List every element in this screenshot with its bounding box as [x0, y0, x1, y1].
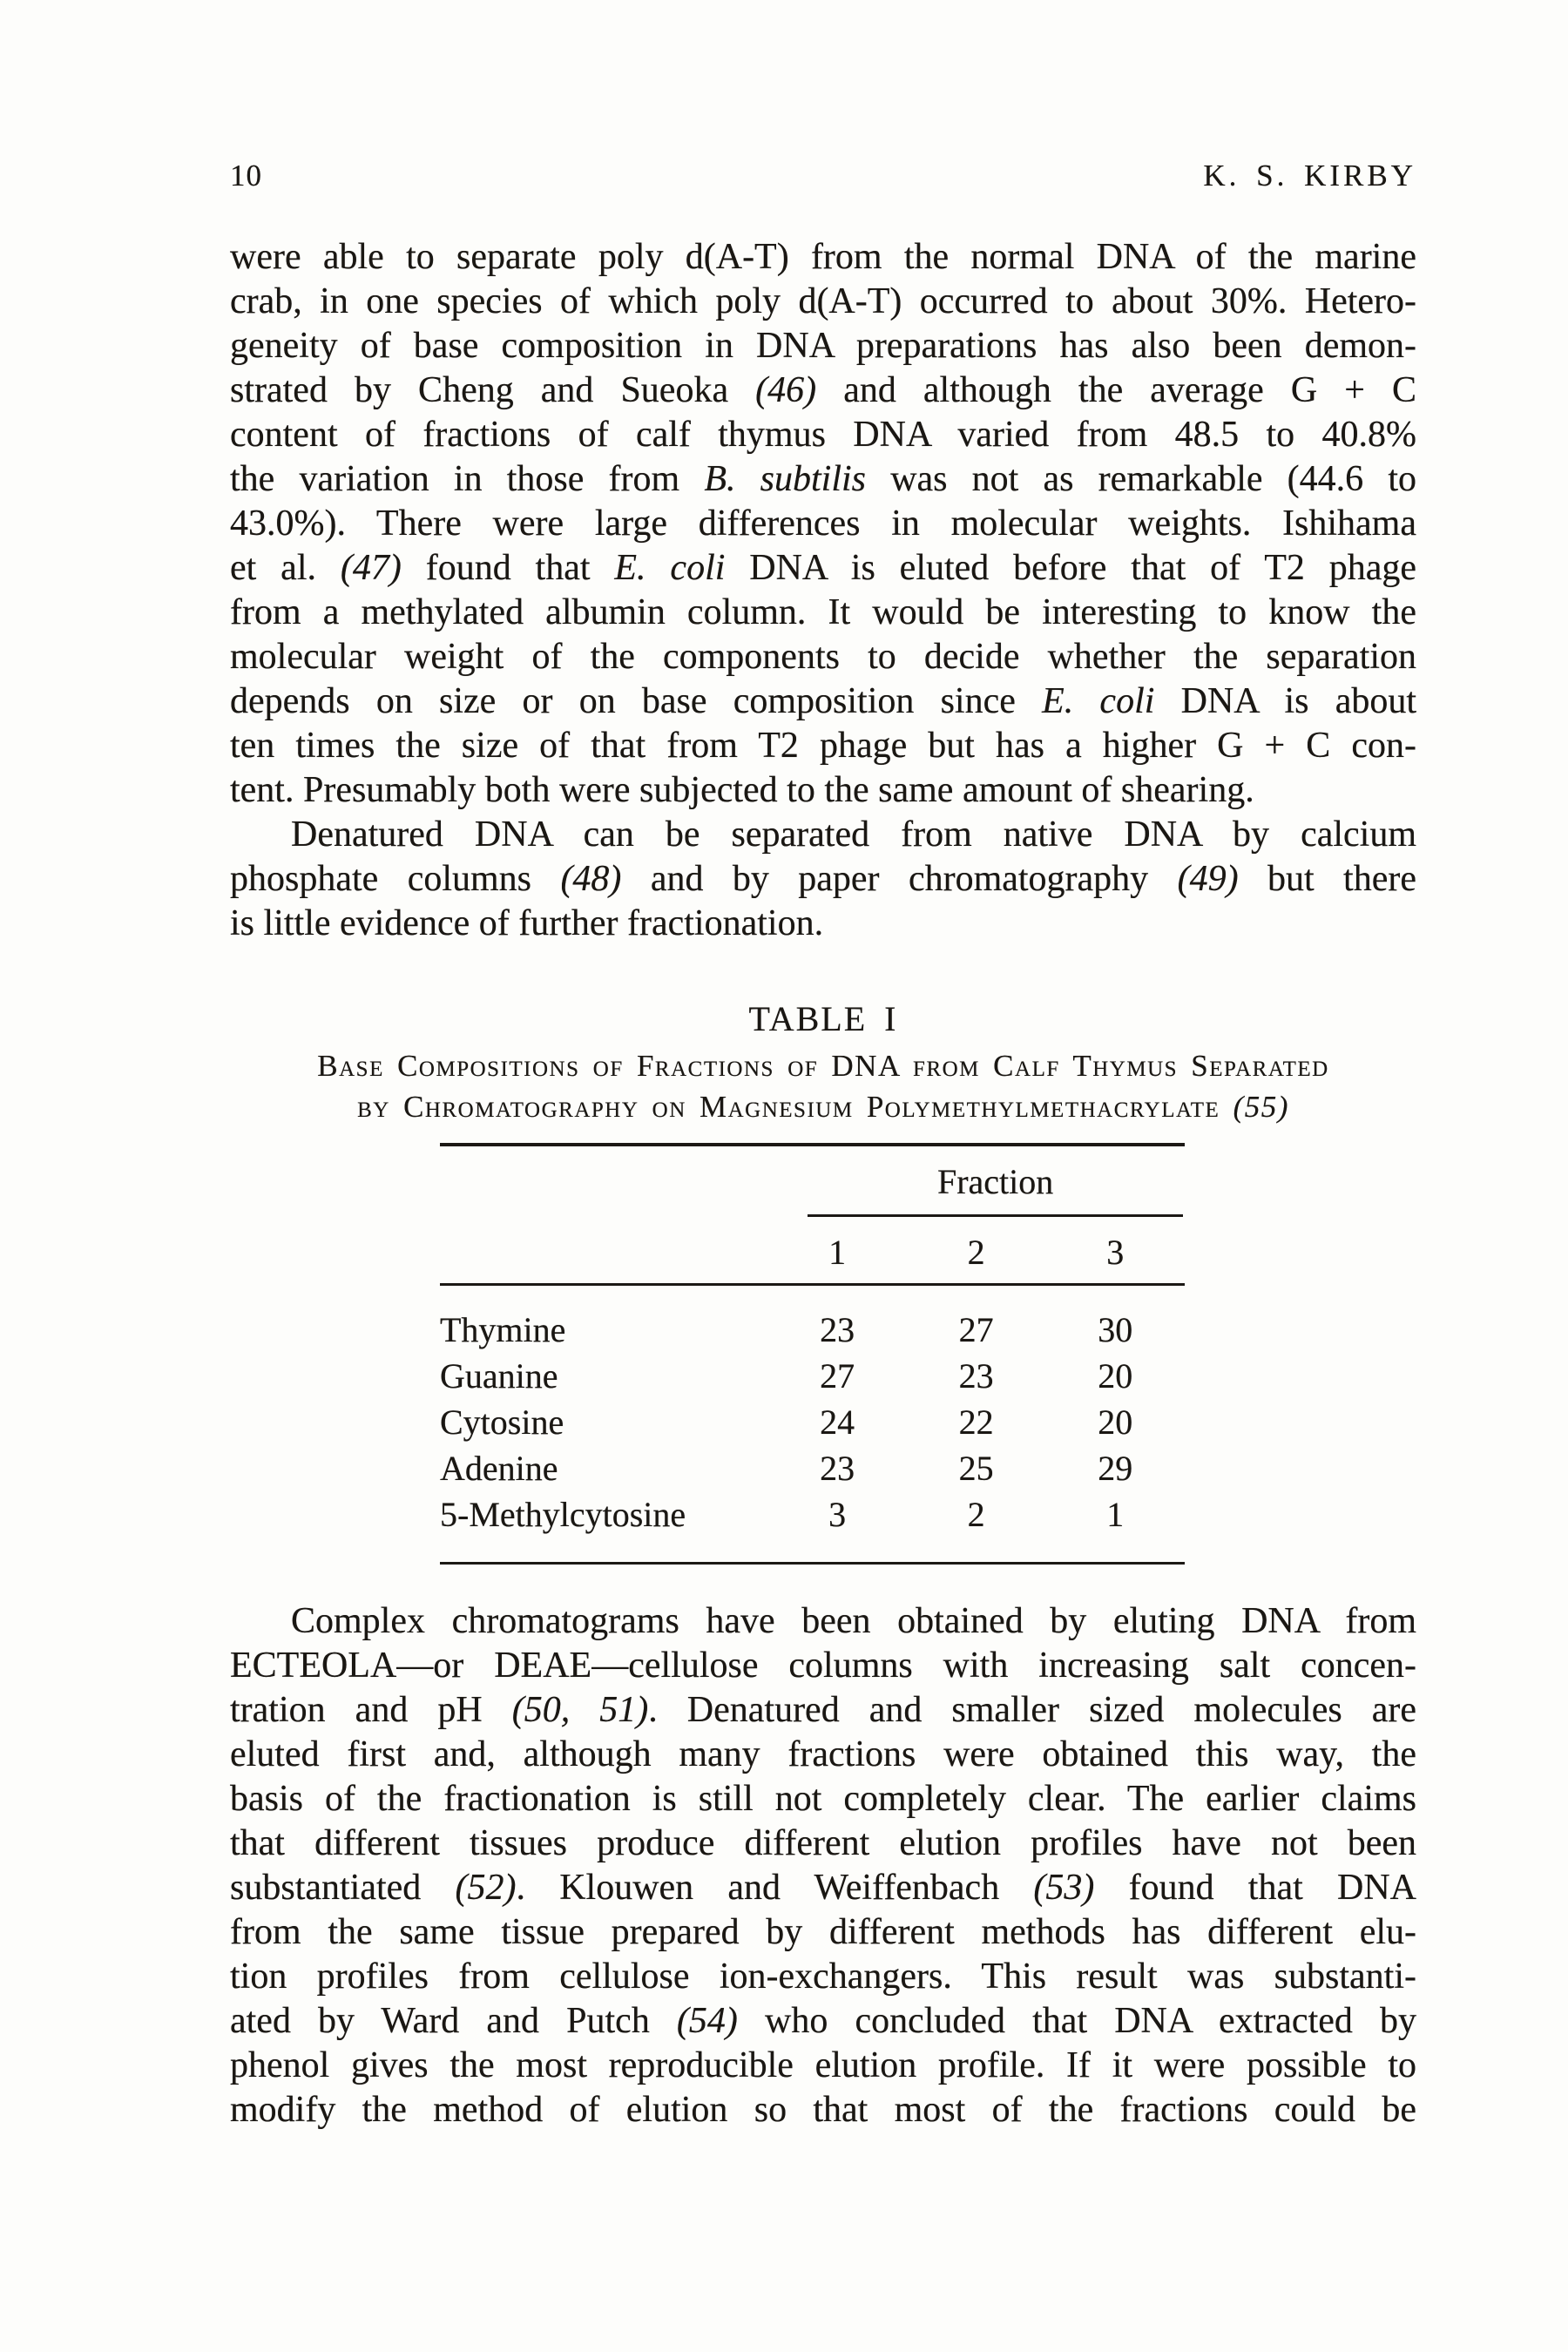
table-value: 20	[1098, 1402, 1133, 1442]
text-run: content of fractions of calf thymus DNA varied from 48.5 to 40.8%	[230, 415, 1416, 455]
text-run: et al.	[230, 548, 341, 588]
text-run: who concluded that DNA extracted by	[737, 2001, 1416, 2041]
text-line	[230, 857, 1416, 902]
text-line	[230, 1599, 1416, 1644]
text-line	[230, 679, 1416, 724]
text-run: modify the method of elution so that most of the fractions could be	[230, 2090, 1416, 2130]
spanner-row	[440, 1145, 1185, 1217]
text-run: depends on size or on base composition since	[230, 681, 1043, 721]
row-label: Thymine	[440, 1310, 566, 1349]
table-value: 25	[958, 1449, 994, 1488]
text-run: were able to separate poly d(A-T) from the normal DNA of the marine	[230, 237, 1416, 277]
table-value: 27	[820, 1356, 855, 1396]
text-run: ated by Ward and Putch	[230, 2001, 677, 2041]
text-line	[230, 1045, 1416, 1086]
row-label: Adenine	[440, 1449, 558, 1488]
text-run: DNA is eluted before that of T2 phage	[725, 548, 1417, 588]
text-run: Base Compositions of Fractions of DNA from Calf Thymus Separated	[317, 1049, 1329, 1083]
italic-text-run: (49)	[1177, 859, 1239, 899]
column-header-1: 1	[767, 1217, 907, 1285]
italic-text-run: E. coli	[614, 548, 726, 588]
column-header-3: 3	[1045, 1217, 1185, 1285]
text-run: from the same tissue prepared by different methods has different elu-	[230, 1912, 1416, 1952]
italic-text-run: (55)	[1233, 1090, 1289, 1124]
table-value: 2	[967, 1495, 985, 1534]
italic-text-run: (52)	[455, 1868, 517, 1908]
text-run: geneity of base composition in DNA preparations has also been demon-	[230, 326, 1416, 366]
text-line	[230, 724, 1416, 768]
text-run: eluted first and, although many fractions were obtained this way, the	[230, 1734, 1416, 1774]
running-head-author: K. S. KIRBY	[1203, 159, 1416, 193]
table-value: 20	[1098, 1356, 1133, 1396]
italic-text-run: (54)	[676, 2001, 738, 2041]
spanner-stub-cell	[440, 1145, 767, 1217]
italic-text-run: B. subtilis	[704, 459, 867, 499]
text-run: and by paper chromatography	[621, 859, 1178, 899]
text-run: found that DNA	[1094, 1868, 1416, 1908]
column-header-row	[440, 1217, 1185, 1285]
text-run: found that	[401, 548, 615, 588]
table-value: 27	[958, 1310, 994, 1349]
text-run: by Chromatography on Magnesium Polymethylmethacrylate	[357, 1090, 1233, 1124]
text-run: basis of the fractionation is still not completely clear. The earlier claims	[230, 1779, 1416, 1819]
text-run: ECTEOLA—or DEAE—cellulose columns with increasing salt concen-	[230, 1646, 1416, 1686]
text-line	[230, 768, 1416, 813]
text-run: is little evidence of further fractionation.	[230, 903, 824, 943]
fraction-spanner-label: Fraction	[808, 1160, 1183, 1217]
text-run: crab, in one species of which poly d(A-T) occurred to about 30%. Hetero-	[230, 281, 1416, 321]
text-run: phenol gives the most reproducible elution profile. If it were possible to	[230, 2045, 1416, 2085]
text-run: tent. Presumably both were subjected to the same amount of shearing.	[230, 770, 1254, 810]
table-value: 23	[958, 1356, 994, 1396]
table-value: 29	[1098, 1449, 1133, 1488]
text-line	[230, 502, 1416, 546]
text-run: 43.0%). There were large differences in molecular weights. Ishihama	[230, 504, 1416, 544]
table-row	[440, 1285, 1185, 1354]
italic-text-run: (53)	[1033, 1868, 1095, 1908]
text-line	[230, 280, 1416, 324]
row-label: Guanine	[440, 1356, 558, 1396]
table-value: 22	[958, 1402, 994, 1442]
table-row	[440, 1445, 1185, 1491]
text-run: that different tissues produce different elution profiles have not been	[230, 1823, 1416, 1863]
text-run: from a methylated albumin column. It would be interesting to know the	[230, 592, 1416, 632]
table-title: TABLE I	[748, 999, 898, 1038]
text-line	[230, 902, 1416, 946]
table-value: 30	[1098, 1310, 1133, 1349]
text-run: Denatured DNA can be separated from native DNA by calcium	[291, 814, 1416, 855]
italic-text-run: (50, 51)	[511, 1690, 649, 1730]
text-line	[230, 1910, 1416, 1955]
text-line	[230, 1866, 1416, 1910]
text-line	[230, 813, 1416, 857]
text-run: molecular weight of the components to decide whether the separation	[230, 637, 1416, 677]
text-run: tration and pH	[230, 1690, 512, 1730]
column-header-2: 2	[907, 1217, 1046, 1285]
text-line	[230, 235, 1416, 280]
body-paragraphs-top	[230, 235, 1416, 946]
table-value: 24	[820, 1402, 855, 1442]
table-row	[440, 1399, 1185, 1445]
table-value: 23	[820, 1310, 855, 1349]
spanner-cell	[767, 1145, 1185, 1217]
table-row	[440, 1353, 1185, 1399]
text-line	[230, 1821, 1416, 1866]
italic-text-run: (47)	[340, 548, 402, 588]
column-header-stub	[440, 1217, 767, 1285]
text-line	[230, 1955, 1416, 1999]
text-line	[230, 1777, 1416, 1821]
text-run: but there	[1238, 859, 1416, 899]
table-body	[440, 1285, 1185, 1564]
text-line	[230, 1644, 1416, 1688]
text-run: DNA is about	[1154, 681, 1417, 721]
text-line	[230, 1688, 1416, 1733]
table-caption	[230, 1045, 1416, 1127]
base-composition-table	[440, 1143, 1185, 1565]
text-run: phosphate columns	[230, 859, 561, 899]
table-value: 1	[1106, 1495, 1125, 1534]
table-value: 3	[828, 1495, 847, 1534]
text-line	[230, 2088, 1416, 2132]
text-run: tion profiles from cellulose ion-exchangers. This result was substanti-	[230, 1957, 1416, 1997]
text-run: strated by Cheng and Sueoka	[230, 370, 756, 410]
body-paragraphs-bottom	[230, 1599, 1416, 2132]
table-row	[440, 1491, 1185, 1564]
row-label: 5-Methylcytosine	[440, 1495, 686, 1534]
text-line	[230, 413, 1416, 457]
text-run: substantiated	[230, 1868, 456, 1908]
italic-text-run: (48)	[560, 859, 622, 899]
page-number: 10	[230, 159, 262, 193]
italic-text-run: (46)	[755, 370, 817, 410]
text-run: . Klouwen and Weiffenbach	[516, 1868, 1034, 1908]
text-run: was not as remarkable (44.6 to	[866, 459, 1416, 499]
running-header	[230, 159, 1416, 193]
text-line	[230, 1086, 1416, 1127]
text-line	[230, 635, 1416, 679]
text-line	[230, 457, 1416, 502]
data-table-wrap	[440, 1143, 1185, 1565]
italic-text-run: E. coli	[1042, 681, 1155, 721]
text-line	[230, 591, 1416, 635]
text-line	[230, 368, 1416, 413]
text-line	[230, 546, 1416, 591]
text-run: ten times the size of that from T2 phage but has a higher G + C con-	[230, 726, 1416, 766]
text-line	[230, 1733, 1416, 1777]
text-line	[230, 324, 1416, 368]
text-run: and although the average G + C	[816, 370, 1417, 410]
text-run: Complex chromatograms have been obtained by eluting DNA from	[291, 1601, 1416, 1641]
row-label: Cytosine	[440, 1402, 564, 1442]
table-section	[230, 997, 1416, 1565]
text-run: . Denatured and smaller sized molecules are	[648, 1690, 1416, 1730]
table-value: 23	[820, 1449, 855, 1488]
text-line	[230, 1999, 1416, 2044]
text-line	[230, 2044, 1416, 2088]
text-run: the variation in those from	[230, 459, 705, 499]
